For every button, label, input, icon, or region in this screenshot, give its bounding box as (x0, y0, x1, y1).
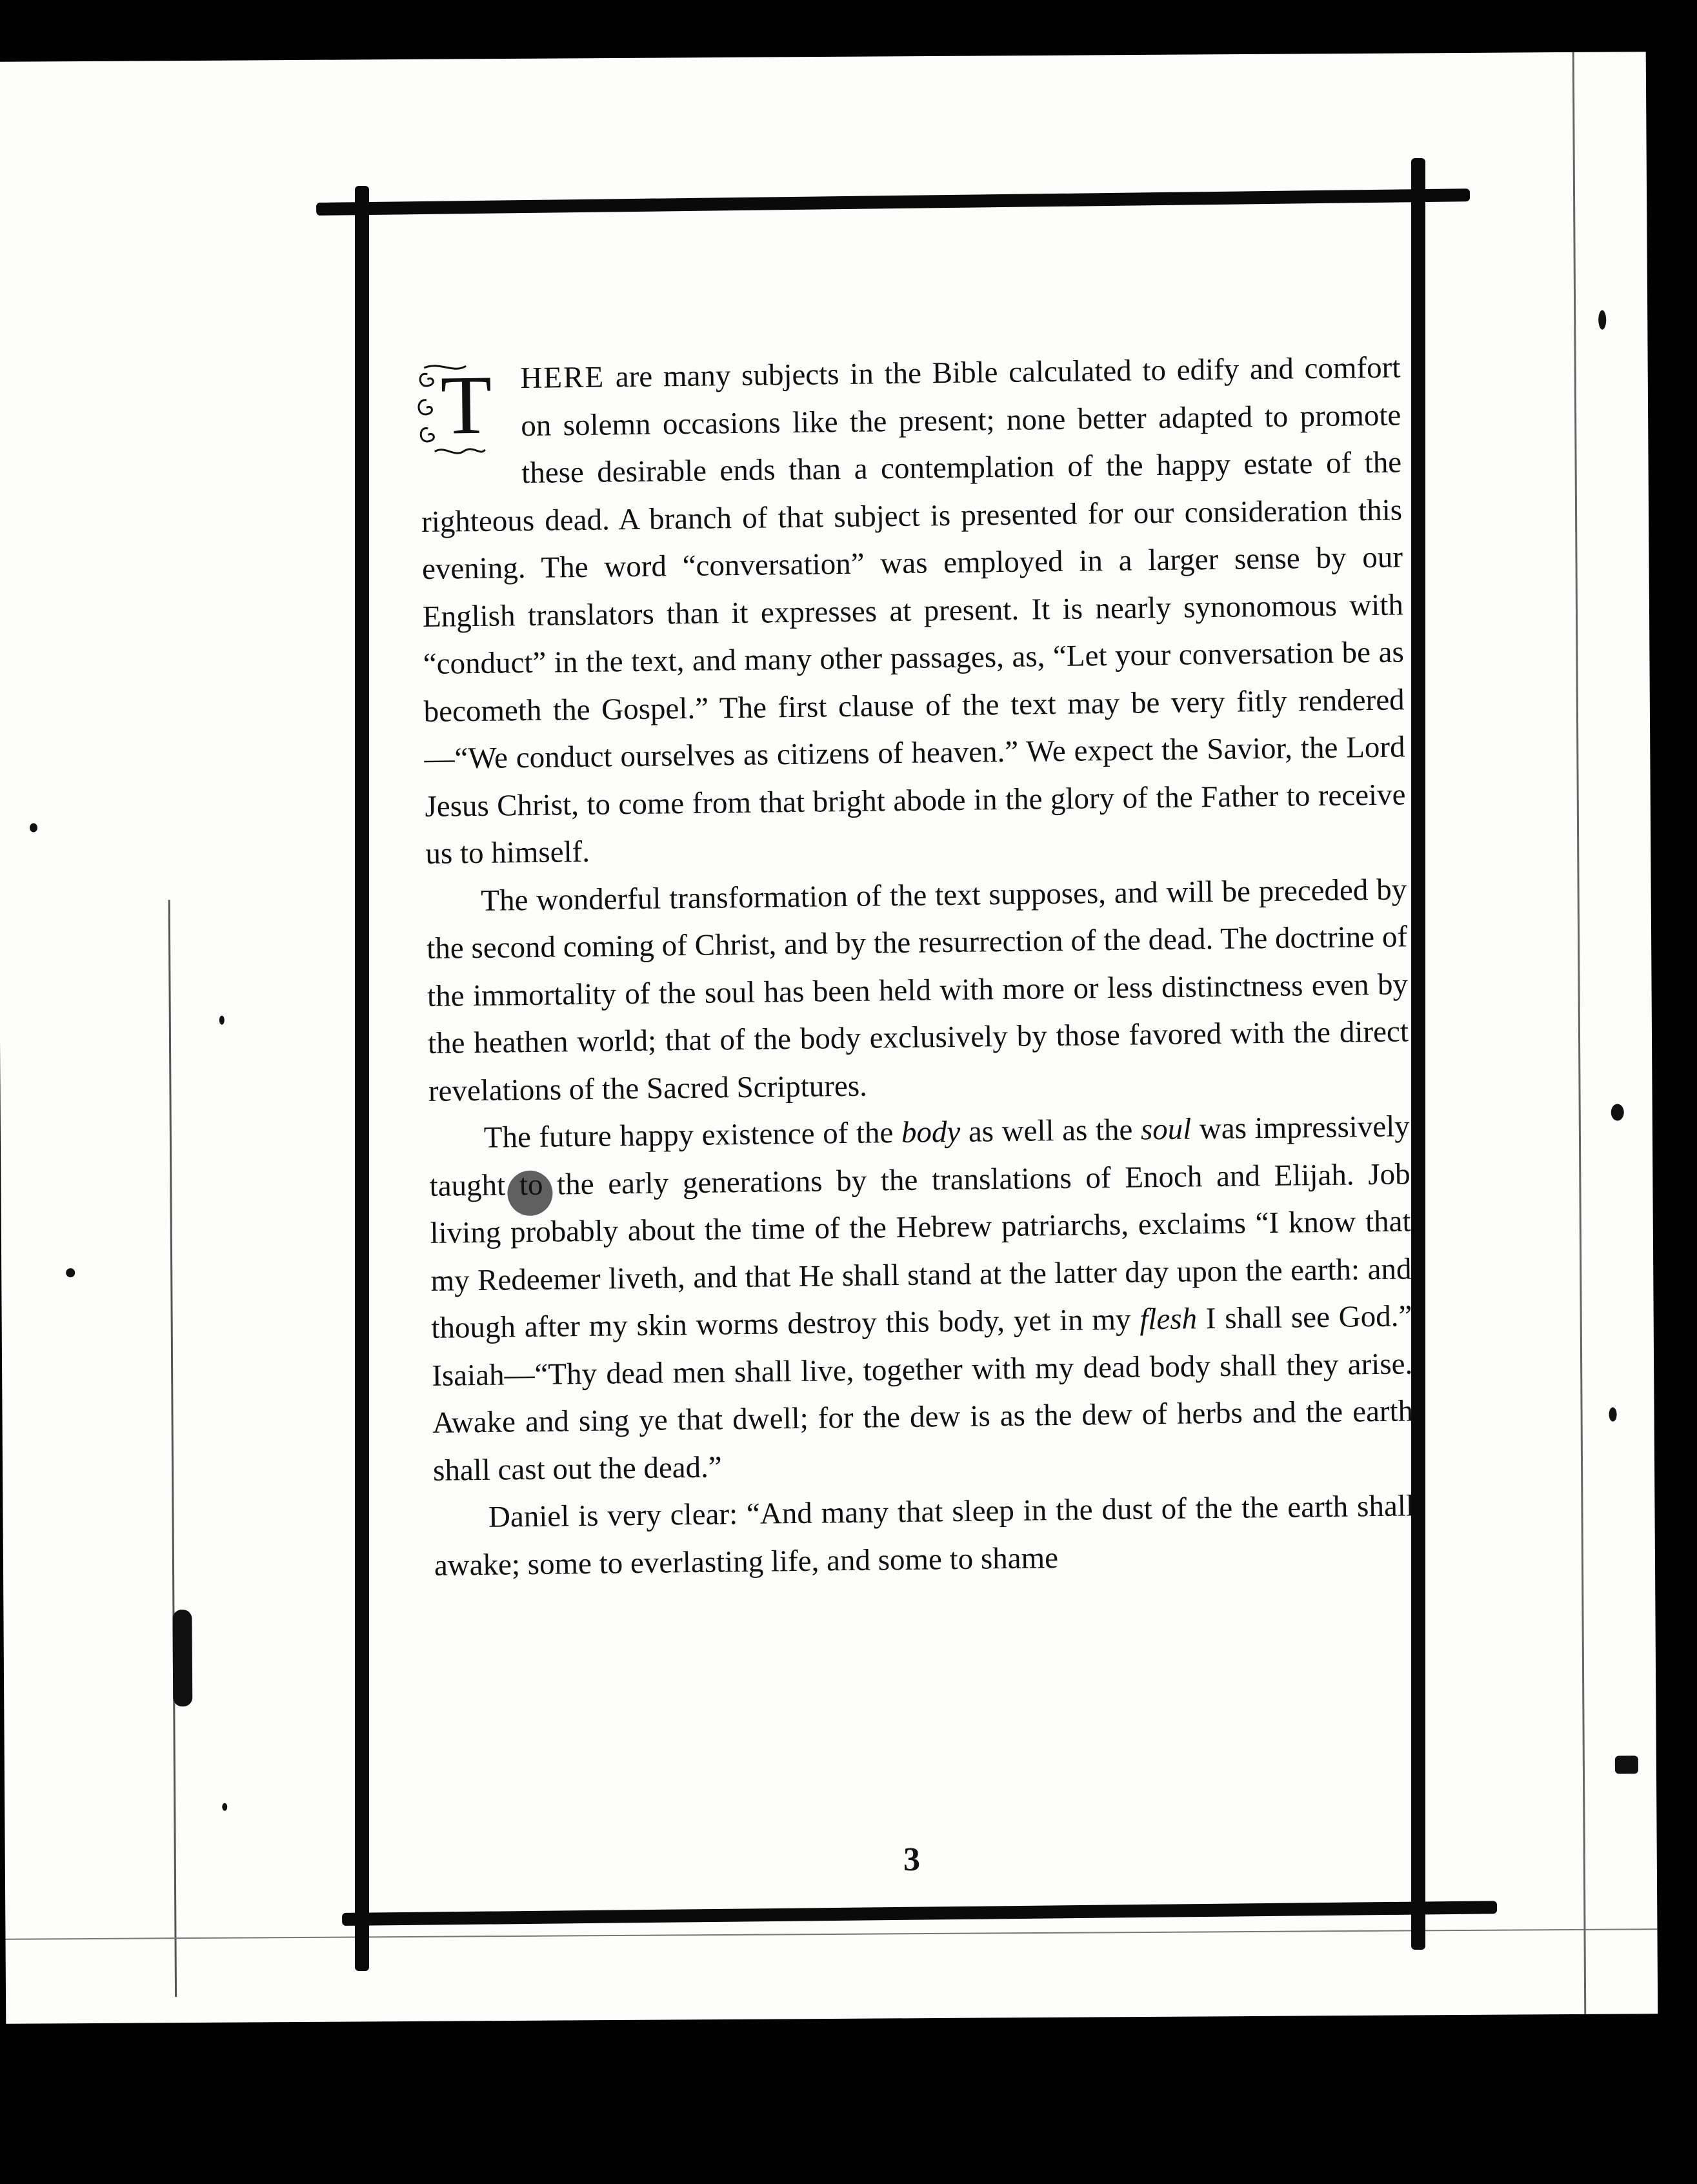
scan-speck (1609, 1408, 1617, 1422)
scan-speck (30, 823, 37, 832)
scan-edge-line-left (168, 900, 177, 1997)
paragraph-3-part: I shall see God.” Isaiah—“Thy dead men shall live, together with my dead body shall they arise. Awake and sing ye that dwell; for the dew is as the dew of herbs and the earth shall cast out the dead.” (431, 1299, 1414, 1488)
scan-speck (66, 1268, 75, 1277)
paragraph-1 (419, 344, 1407, 878)
scan-speck (1598, 310, 1606, 330)
paragraph-3-part: was impressively taught to the early generations by the translations of Enoch and Elijah. Job living probably about the time of the Hebrew patriarchs, exclaims “I know that my Redeemer liveth, and that He shall stand at the latter day upon the earth: and though after my skin worms destroy this body, yet in my (429, 1109, 1412, 1345)
scan-edge-line-right (1572, 52, 1587, 2014)
italic-body: body (901, 1115, 961, 1149)
paragraph-3-part: as well as the (959, 1113, 1141, 1149)
frame-left-bar (355, 186, 369, 1971)
italic-soul: soul (1140, 1112, 1192, 1147)
scan-speck (219, 1016, 225, 1025)
paragraph-2: The wonderful transformation of the text supposes, and will be preceded by the second coming of Christ, and by the resurrection of the dead. The doctrine of the immortality of the soul has been held with more or less distinctness even by the heathen world; that of the body exclusively by those favored with the direct revelations of the Sacred Scriptures. (426, 872, 1409, 1108)
paragraph-3 (428, 1103, 1414, 1495)
paragraph-4: Daniel is very clear: “And many that sleep in the dust of the the earth shall awake; some to everlasting life, and some to shame (434, 1489, 1415, 1582)
scan-speck (1615, 1755, 1638, 1774)
first-word: HERE (520, 360, 605, 396)
scan-edge-line-bottom (6, 1928, 1658, 1940)
italic-flesh: flesh (1139, 1302, 1198, 1337)
frame-right-bar (1411, 158, 1425, 1950)
drop-cap-letter: T (440, 358, 493, 452)
ornamental-drop-cap (414, 360, 512, 458)
scan-speck (222, 1803, 227, 1811)
page-number: 3 (903, 1841, 920, 1878)
paragraph-3-part: The future happy existence of the (483, 1115, 902, 1155)
scan-speck (172, 1610, 192, 1706)
body-text (419, 344, 1415, 1589)
paragraph-1-text: are many subjects in the Bible calculated to edify and comfort on solemn occasions like the present; none better adapted to promote these desirable ends than a contemplation of the happy estate of the righteous dead. A branch of that subject is presented for our consideration this evening. The word “conversation” was employed in a larger sense by our English translators than it expresses at present. It is nearly synonomous with “conduct” in the text, and many other passages, as, “Let your conversation be as becometh the Gospel.” The first clause of the text may be very fitly rendered—“We conduct ourselves as citizens of heaven.” We expect the Savior, the Lord Jesus Christ, to come from that bright abode in the glory of the Father to receive us to himself. (421, 350, 1406, 871)
scan-speck (1611, 1104, 1624, 1120)
